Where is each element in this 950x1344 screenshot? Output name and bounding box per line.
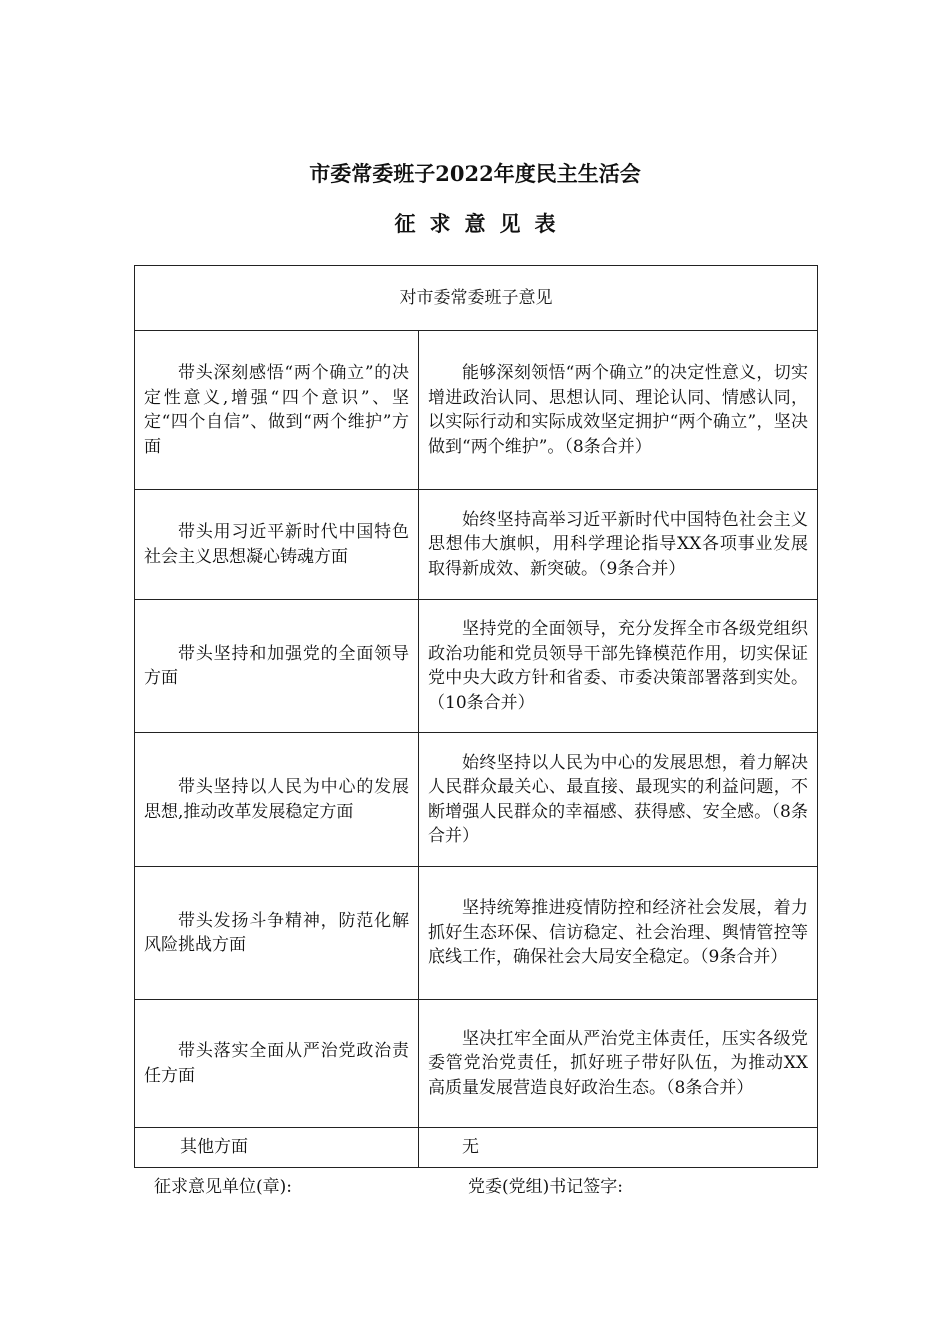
aspect-cell: 带头坚持以人民为中心的发展思想,推动改革发展稳定方面 (135, 733, 419, 867)
opinion-cell: 坚决扛牢全面从严治党主体责任，压实各级党委管党治党责任，抓好班子带好队伍，为推动XX高质量发展营造良好政治生态。（8条合并） (419, 1000, 818, 1128)
document-title: 市委常委班子2022年度民主生活会 (309, 161, 641, 186)
opinion-table (134, 265, 818, 1168)
aspect-cell-other: 其他方面 (135, 1128, 419, 1168)
table-header-row (135, 266, 818, 331)
form-title: 征求意见表 (394, 211, 570, 236)
table-row (135, 331, 818, 490)
opinion-cell: 坚持党的全面领导，充分发挥全市各级党组织政治功能和党员领导干部先锋模范作用，切实保证党中央大政方针和省委、市委决策部署落到实处。（10条合并） (419, 600, 818, 733)
table-row (135, 1000, 818, 1128)
opinion-cell: 坚持统筹推进疫情防控和经济社会发展，着力抓好生态环保、信访稳定、社会治理、舆情管控等底线工作，确保社会大局安全稳定。（9条合并） (419, 867, 818, 1000)
table-header: 对市委常委班子意见 (135, 266, 818, 331)
aspect-cell: 带头用习近平新时代中国特色社会主义思想凝心铸魂方面 (135, 490, 419, 600)
opinion-cell: 始终坚持高举习近平新时代中国特色社会主义思想伟大旗帜，用科学理论指导XX各项事业发展取得新成效、新突破。（9条合并） (419, 490, 818, 600)
aspect-cell: 带头落实全面从严治党政治责任方面 (135, 1000, 419, 1128)
table-row (135, 867, 818, 1000)
secretary-signature-label: 党委(党组)书记签字: (468, 1177, 623, 1197)
opinion-cell-other: 无 (419, 1128, 818, 1168)
aspect-cell: 带头深刻感悟“两个确立”的决定性意义,增强“四个意识”、坚定“四个自信”、做到“两个维护”方面 (135, 331, 419, 490)
aspect-cell: 带头坚持和加强党的全面领导方面 (135, 600, 419, 733)
unit-seal-label: 征求意见单位(章): (154, 1177, 292, 1197)
table-row (135, 733, 818, 867)
table-row (135, 490, 818, 600)
table-row-other (135, 1128, 818, 1168)
table-row (135, 600, 818, 733)
opinion-cell: 始终坚持以人民为中心的发展思想，着力解决人民群众最关心、最直接、最现实的利益问题，不断增强人民群众的幸福感、获得感、安全感。（8条合并） (419, 733, 818, 867)
opinion-cell: 能够深刻领悟“两个确立”的决定性意义，切实增进政治认同、思想认同、理论认同、情感认同，以实际行动和实际成效坚定拥护“两个确立”，坚决做到“两个维护”。（8条合并） (419, 331, 818, 490)
aspect-cell: 带头发扬斗争精神，防范化解风险挑战方面 (135, 867, 419, 1000)
